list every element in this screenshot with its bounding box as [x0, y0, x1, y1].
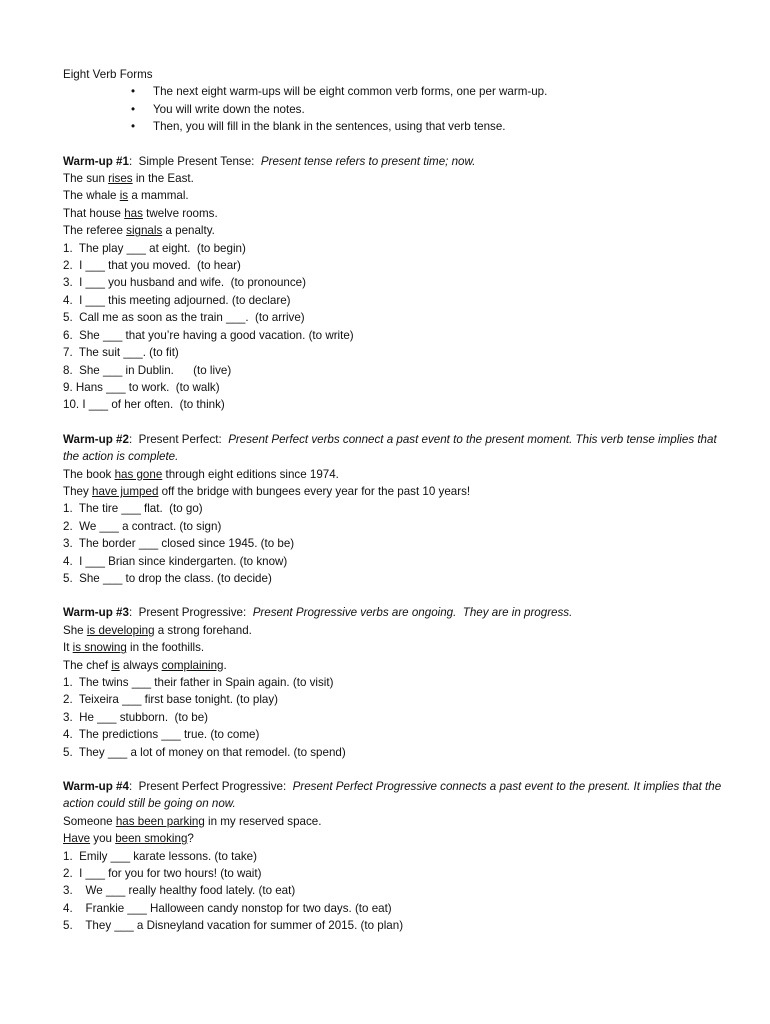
document-content	[63, 66, 723, 935]
example-sentence: Have you been smoking?	[63, 832, 194, 846]
underlined-verb: signals	[126, 224, 163, 238]
warmup-section-2	[63, 431, 723, 588]
section-label: Warm-up #4	[63, 780, 129, 794]
intro-bullet: • You will write down the notes.	[131, 101, 723, 118]
underlined-verb: is developing	[86, 623, 155, 637]
underlined-verb: has	[124, 206, 143, 220]
exercise-item: 3. We ___ really healthy food lately. (to eat)	[63, 884, 296, 898]
exercise-item: 1. The twins ___ their father in Spain again. (to visit)	[63, 676, 334, 689]
exercise-item: 10. I ___ of her often. (to think)	[63, 398, 225, 412]
example-sentence: The book has gone through eight editions since 1974.	[63, 467, 339, 481]
intro-bullet-list	[63, 83, 723, 135]
underlined-verb: rises	[108, 172, 133, 186]
exercise-item: 9. Hans ___ to work. (to walk)	[63, 380, 220, 394]
exercise-item: 3. The border ___ closed since 1945. (to be)	[63, 537, 295, 551]
document-title: Eight Verb Forms	[63, 68, 153, 81]
exercise-item: 6. She ___ that you’re having a good vacation. (to write)	[63, 328, 354, 342]
exercise-item: 5. She ___ to drop the class. (to decide)	[63, 571, 272, 585]
exercise-item: 7. The suit ___. (to fit)	[63, 346, 179, 360]
tense-name: Present Perfect Progressive:	[138, 780, 287, 794]
exercise-item: 4. I ___ Brian since kindergarten. (to know)	[63, 554, 288, 568]
exercise-item: 3. He ___ stubborn. (to be)	[63, 710, 209, 724]
section-heading: Warm-up #1: Simple Present Tense: Present tense refers to present time; now.	[63, 154, 476, 168]
intro-bullet: • The next eight warm-ups will be eight common verb forms, one per warm-up.	[131, 83, 723, 100]
example-sentence: The sun rises in the East.	[63, 172, 194, 186]
section-heading: Warm-up #2: Present Perfect: Present Perfect verbs connect a past event to the present moment. This verb tense implies that the action is complete.	[63, 432, 717, 464]
section-label: Warm-up #2	[63, 432, 129, 446]
example-sentence: Someone has been parking in my reserved space.	[63, 814, 322, 828]
section-label: Warm-up #1	[63, 154, 129, 168]
underlined-verb: is	[119, 189, 129, 203]
example-sentence: The whale is a mammal.	[63, 189, 189, 203]
example-sentence: That house has twelve rooms.	[63, 206, 218, 220]
exercise-item: 8. She ___ in Dublin. (to live)	[63, 363, 232, 377]
underlined-verb: have jumped	[92, 484, 159, 498]
exercise-item: 2. Teixeira ___ first base tonight. (to play)	[63, 693, 279, 707]
tense-name: Present Progressive:	[138, 606, 247, 620]
exercise-item: 5. They ___ a Disneyland vacation for summer of 2015. (to plan)	[63, 919, 404, 933]
example-sentence: They have jumped off the bridge with bungees every year for the past 10 years!	[63, 484, 471, 498]
intro-bullet: • Then, you will fill in the blank in the sentences, using that verb tense.	[131, 118, 723, 135]
exercise-item: 1. Emily ___ karate lessons. (to take)	[63, 849, 257, 863]
underlined-verb: Have	[63, 832, 91, 846]
underlined-verb: is	[111, 658, 120, 672]
exercise-item: 4. I ___ this meeting adjourned. (to declare)	[63, 293, 291, 307]
exercise-item: 5. They ___ a lot of money on that remodel. (to spend)	[63, 745, 346, 759]
underlined-verb: has been parking	[115, 814, 205, 828]
example-sentence: It is snowing in the foothills.	[63, 641, 205, 655]
tense-definition: Present Perfect Progressive connects a past event to the present. It implies that the action could still be going on now.	[63, 780, 722, 811]
tense-name: Simple Present Tense:	[138, 154, 255, 168]
exercise-item: 2. We ___ a contract. (to sign)	[63, 519, 222, 533]
underlined-verb: been smoking	[115, 832, 188, 846]
exercise-item: 4. Frankie ___ Halloween candy nonstop for two days. (to eat)	[63, 901, 392, 915]
exercise-item: 5. Call me as soon as the train ___. (to arrive)	[63, 311, 305, 325]
underlined-verb: is snowing	[72, 641, 127, 655]
warmup-section-3	[63, 604, 723, 761]
warmup-section-4	[63, 778, 723, 935]
exercise-item: 3. I ___ you husband and wife. (to pronounce)	[63, 276, 306, 290]
exercise-item: 2. I ___ for you for two hours! (to wait)	[63, 867, 262, 881]
exercise-item: 4. The predictions ___ true. (to come)	[63, 728, 260, 742]
underlined-verb: complaining	[161, 658, 224, 672]
exercise-item: 1. The tire ___ flat. (to go)	[63, 502, 203, 516]
exercise-item: 2. I ___ that you moved. (to hear)	[63, 259, 241, 273]
tense-name: Present Perfect:	[138, 432, 222, 446]
section-label: Warm-up #3	[63, 606, 129, 620]
example-sentence: The referee signals a penalty.	[63, 224, 215, 238]
example-sentence: She is developing a strong forehand.	[63, 623, 252, 637]
tense-definition: Present tense refers to present time; now.	[260, 154, 476, 168]
exercise-item: 1. The play ___ at eight. (to begin)	[63, 241, 246, 255]
section-heading: Warm-up #4: Present Perfect Progressive: Present Perfect Progressive connects a past event to the present. It implies that the action could still be going on now.	[63, 780, 722, 811]
underlined-verb: has gone	[114, 467, 163, 481]
tense-definition: Present Perfect verbs connect a past event to the present moment. This verb tense implies that the action is complete.	[63, 432, 717, 464]
section-heading: Warm-up #3: Present Progressive: Present Progressive verbs are ongoing. They are in progress.	[63, 606, 573, 620]
warmup-section-1	[63, 153, 723, 414]
tense-definition: Present Progressive verbs are ongoing. They are in progress.	[252, 606, 573, 620]
example-sentence: The chef is always complaining.	[63, 658, 227, 672]
